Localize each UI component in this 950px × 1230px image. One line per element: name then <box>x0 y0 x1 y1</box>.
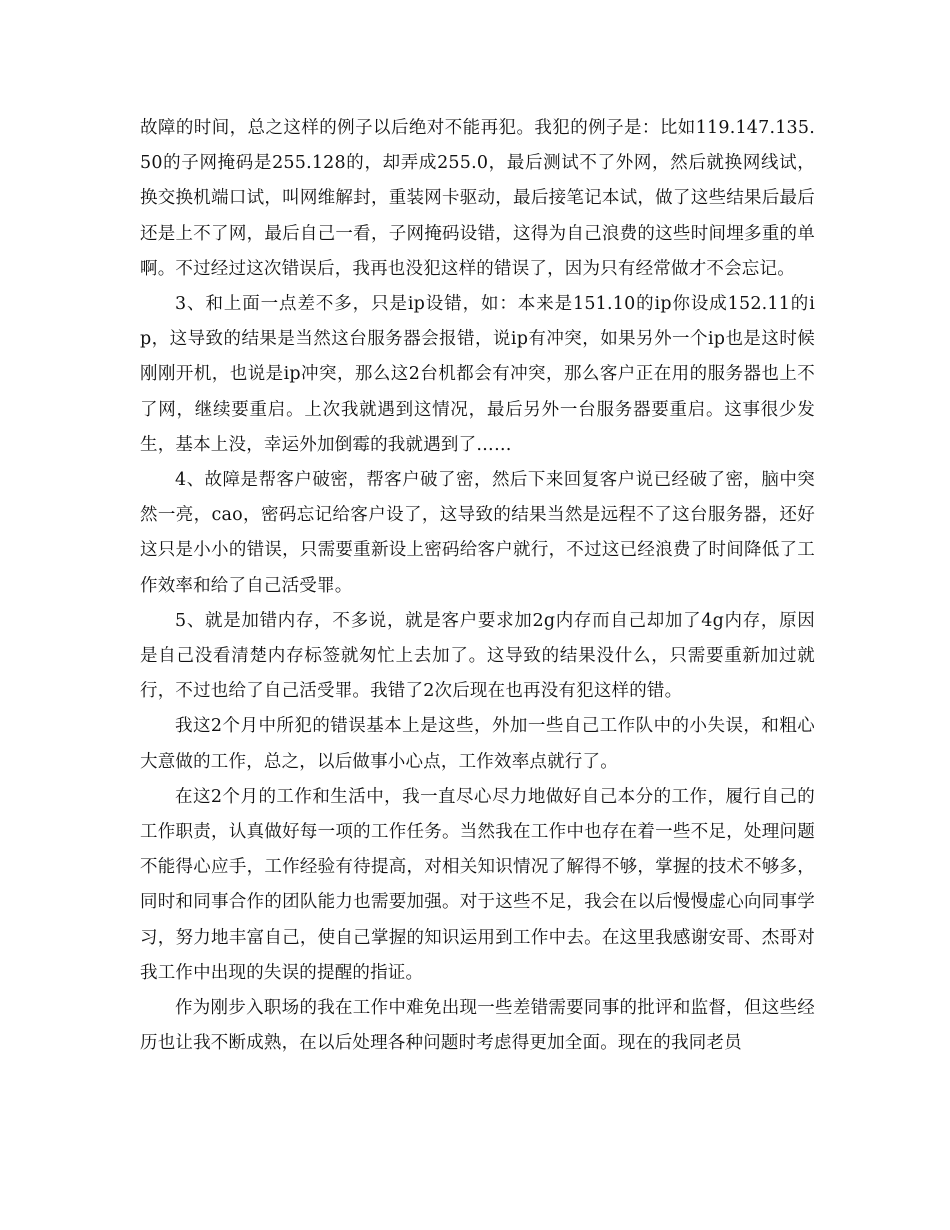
paragraph-1: 故障的时间，总之这样的例子以后绝对不能再犯。我犯的例子是：比如119.147.135.50的子网掩码是255.128的，却弄成255.0，最后测试不了外网，然后就换网线试，换交换机端口试，叫网维解封，重装网卡驱动，最后接笔记本试，做了这些结果后最后还是上不了网，最后自己一看，子网掩码设错，这得为自己浪费的这些时间埋多重的单啊。不过经过这次错误后，我再也没犯这样的错误了，因为只有经常做才不会忘记。 <box>140 118 815 279</box>
paragraph-4: 5、就是加错内存，不多说，就是客户要求加2g内存而自己却加了4g内存，原因是自己没看清楚内存标签就匆忙上去加了。这导致的结果没什么，只需要重新加过就行，不过也给了自己活受罪。我错了2次后现在也再没有犯这样的错。 <box>140 610 815 702</box>
document-body <box>140 111 815 1061</box>
paragraph-5: 我这2个月中所犯的错误基本上是这些，外加一些自己工作队中的小失误，和粗心大意做的工作，总之，以后做事小心点，工作效率点就行了。 <box>140 716 815 772</box>
paragraph-3: 4、故障是帮客户破密，帮客户破了密，然后下来回复客户说已经破了密，脑中突然一亮，cao，密码忘记给客户设了，这导致的结果当然是远程不了这台服务器，还好这只是小小的错误，只需要重新设上密码给客户就行，不过这已经浪费了时间降低了工作效率和给了自己活受罪。 <box>140 470 815 596</box>
paragraph-6: 在这2个月的工作和生活中，我一直尽心尽力地做好自己本分的工作，履行自己的工作职责，认真做好每一项的工作任务。当然我在工作中也存在着一些不足，处理问题不能得心应手，工作经验有待提高，对相关知识情况了解得不够，掌握的技术不够多，同时和同事合作的团队能力也需要加强。对于这些不足，我会在以后慢慢虚心向同事学习，努力地丰富自己，使自己掌握的知识运用到工作中去。在这里我感谢安哥、杰哥对我工作中出现的失误的提醒的指证。 <box>140 786 815 983</box>
paragraph-7: 作为刚步入职场的我在工作中难免出现一些差错需要同事的批评和监督，但这些经历也让我不断成熟，在以后处理各种问题时考虑得更加全面。现在的我同老员 <box>140 998 815 1054</box>
paragraph-2: 3、和上面一点差不多，只是ip设错，如：本来是151.10的ip你设成152.11的ip，这导致的结果是当然这台服务器会报错，说ip有冲突，如果另外一个ip也是这时候刚刚开机，也说是ip冲突，那么这2台机都会有冲突，那么客户正在用的服务器也上不了网，继续要重启。上次我就遇到这情况，最后另外一台服务器要重启。这事很少发生，基本上没，幸运外加倒霉的我就遇到了…… <box>140 294 815 455</box>
